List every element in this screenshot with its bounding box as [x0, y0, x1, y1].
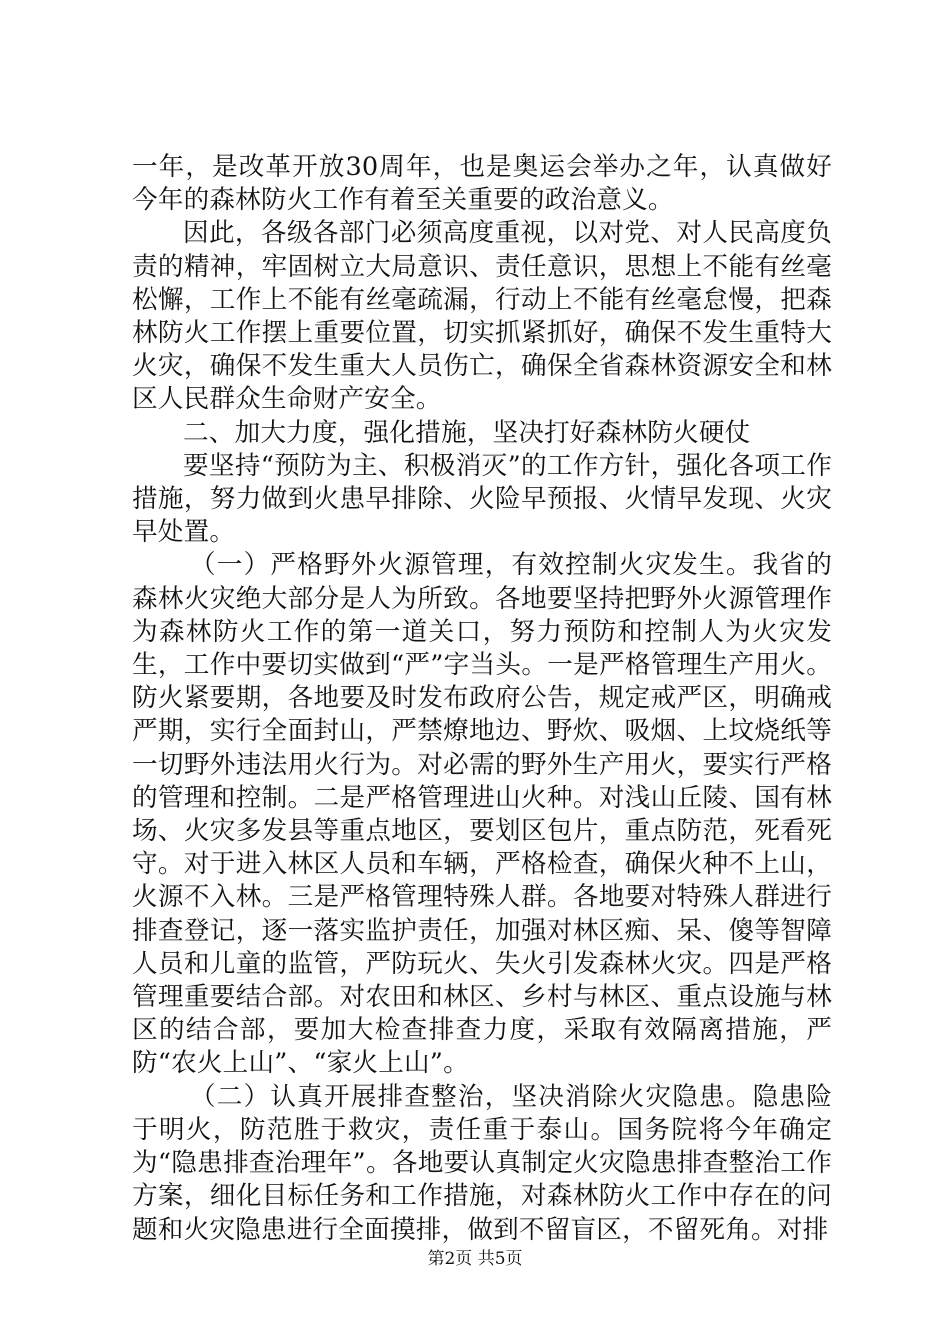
page-footer: 第2页 共5页: [427, 1249, 523, 1269]
paragraph-item-2: （二）认真开展排查整治，坚决消除火灾隐患。隐患险于明火，防范胜于救灾，责任重于泰山。国务院将今年确定为“隐患排查治理年”。各地要认真制定火灾隐患排查整治工作方案，细化目标任务和工作措施，对森林防火工作中存在的问题和火灾隐患进行全面摸排，做到不留盲区，不留死角。对排: [132, 1081, 832, 1245]
document-body: [132, 151, 832, 1247]
section-heading-2: 二、加大力度，强化措施，坚决打好森林防火硬仗: [183, 417, 751, 448]
paragraph-item-1: （一）严格野外火源管理，有效控制火灾发生。我省的森林火灾绝大部分是人为所致。各地要坚持把野外火源管理作为森林防火工作的第一道关口，努力预防和控制人为火灾发生，工作中要切实做到“严”字当头。一是严格管理生产用火。防火紧要期，各地要及时发布政府公告，规定戒严区，明确戒严期，实行全面封山，严禁燎地边、野炊、吸烟、上坟烧纸等一切野外违法用火行为。对必需的野外生产用火，要实行严格的管理和控制。二是严格管理进山火种。对浅山丘陵、国有林场、火灾多发县等重点地区，要划区包片，重点防范，死看死守。对于进入林区人员和车辆，严格检查，确保火种不上山，火源不入林。三是严格管理特殊人群。各地要对特殊人群进行排查登记，逐一落实监护责任，加强对林区痴、呆、傻等智障人员和儿童的监管，严防玩火、失火引发森林火灾。四是严格管理重要结合部。对农田和林区、乡村与林区、重点设施与林区的结合部，要加大检查排查力度，采取有效隔离措施，严防“农火上山”、“家火上山”。: [132, 550, 832, 1079]
paragraph-continuation: 一年，是改革开放30周年，也是奥运会举办之年，认真做好今年的森林防火工作有着至关重要的政治意义。: [132, 152, 832, 216]
paragraph-policy: 要坚持“预防为主、积极消灭”的工作方针，强化各项工作措施，努力做到火患早排除、火险早预报、火情早发现、火灾早处置。: [132, 450, 832, 548]
paragraph-importance: 因此，各级各部门必须高度重视，以对党、对人民高度负责的精神，牢固树立大局意识、责任意识，思想上不能有丝毫松懈，工作上不能有丝毫疏漏，行动上不能有丝毫怠慢，把森林防火工作摆上重要位置，切实抓紧抓好，确保不发生重特大火灾，确保不发生重大人员伤亡，确保全省森林资源安全和林区人民群众生命财产安全。: [132, 218, 832, 415]
